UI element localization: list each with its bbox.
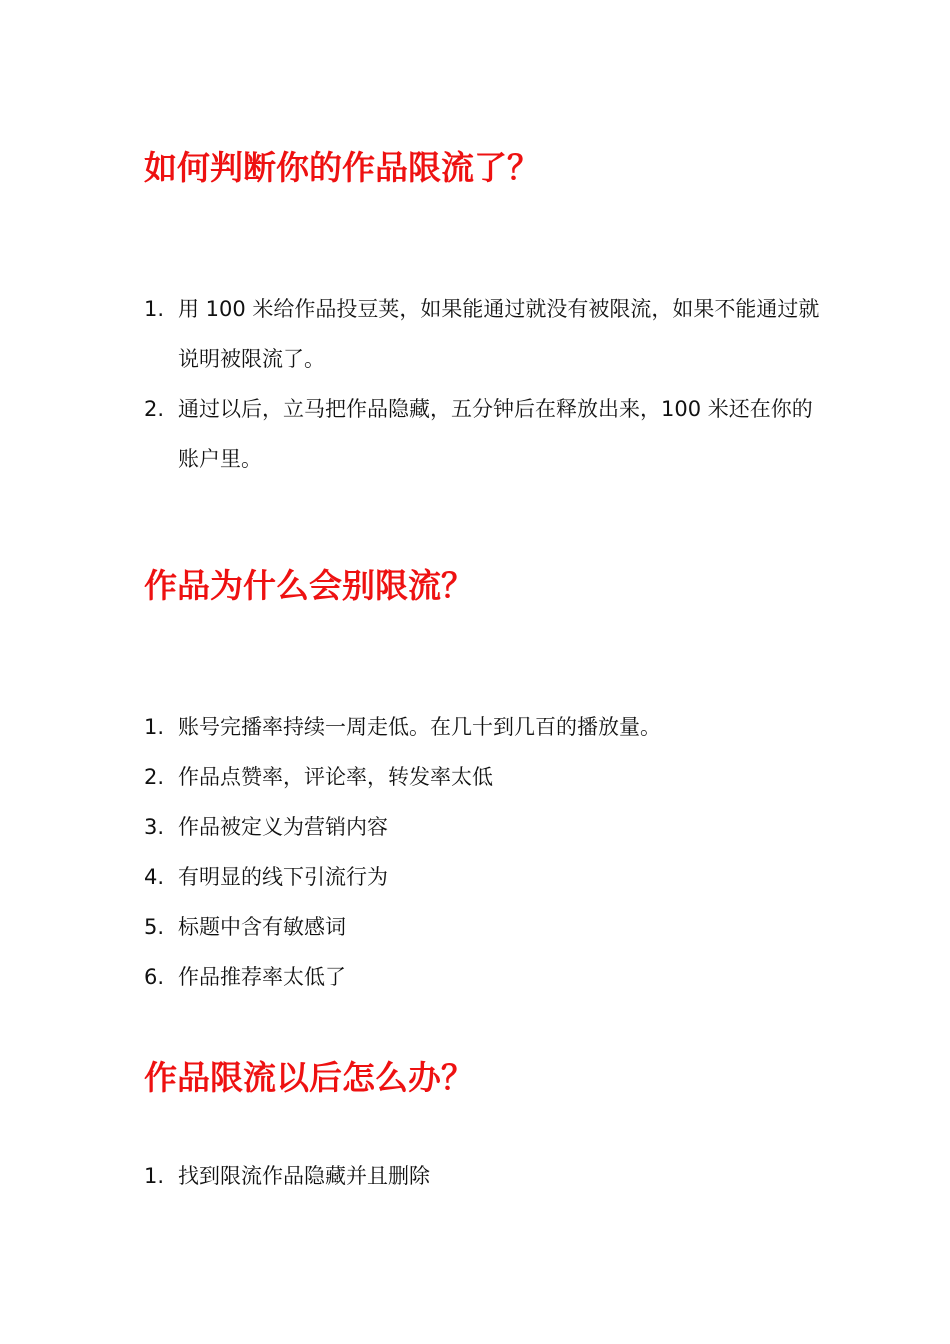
section-heading-detect-limit: 如何判断你的作品限流了？ [144, 148, 540, 187]
list-number: 1. [144, 715, 165, 739]
list-item [144, 752, 824, 802]
list-text: 作品推荐率太低了 [178, 965, 346, 989]
list-number: 3. [144, 815, 165, 839]
list-item [144, 702, 824, 752]
list-number: 5. [144, 915, 165, 939]
list-item [144, 802, 824, 852]
list-number: 1. [144, 1164, 165, 1188]
list-number: 4. [144, 865, 165, 889]
list-text: 标题中含有敏感词 [178, 915, 346, 939]
section-heading-what-to-do: 作品限流以后怎么办？ [144, 1058, 474, 1097]
list-text: 作品点赞率，评论率，转发率太低 [178, 765, 493, 789]
list-number: 2. [144, 397, 165, 421]
list-item [144, 852, 824, 902]
list-text: 通过以后，立马把作品隐藏，五分钟后在释放出来，100 米还在你的账户里。 [178, 397, 813, 471]
list-text: 找到限流作品隐藏并且删除 [178, 1164, 430, 1188]
list-item [144, 902, 824, 952]
list-item [144, 284, 824, 384]
list-item [144, 384, 824, 484]
list-text: 用 100 米给作品投豆荚，如果能通过就没有被限流，如果不能通过就说明被限流了。 [178, 297, 820, 371]
list-item [144, 1151, 824, 1201]
list-number: 1. [144, 297, 165, 321]
list-item [144, 952, 824, 1002]
list-text: 作品被定义为营销内容 [178, 815, 388, 839]
list-number: 2. [144, 765, 165, 789]
list-number: 6. [144, 965, 165, 989]
section-heading-limit-reasons: 作品为什么会别限流？ [144, 566, 474, 605]
list-text: 账号完播率持续一周走低。在几十到几百的播放量。 [178, 715, 661, 739]
list-text: 有明显的线下引流行为 [178, 865, 388, 889]
